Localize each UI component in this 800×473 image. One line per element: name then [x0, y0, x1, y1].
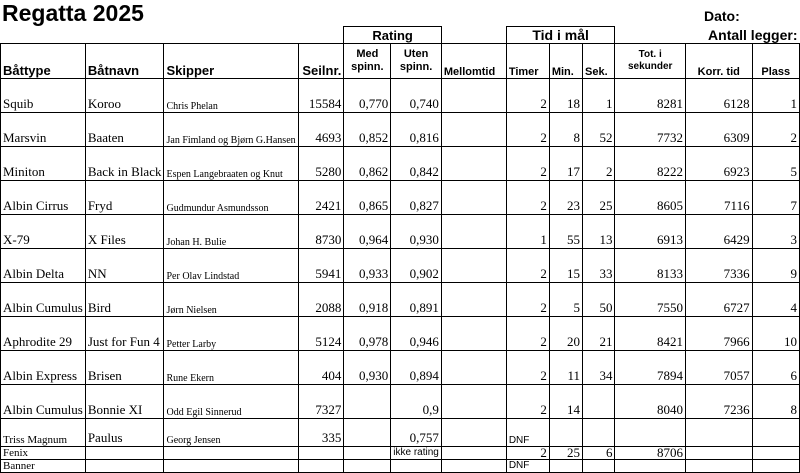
cell-mellom — [441, 146, 506, 180]
cell-seilnr: 404 — [298, 350, 344, 384]
cell-sek: 1 — [583, 78, 615, 112]
cell-batnavn: Paulus — [85, 418, 164, 446]
cell-battype: Albin Cumulus — [1, 282, 86, 316]
cell-sek: 34 — [583, 350, 615, 384]
cell-mellom — [441, 384, 506, 418]
cell-sek: 52 — [583, 112, 615, 146]
cell-batnavn: Bird — [85, 282, 164, 316]
cell-battype: Albin Cirrus — [1, 180, 86, 214]
cell-korr: 7116 — [685, 180, 752, 214]
cell-plass — [752, 459, 799, 472]
col-header-mellomtid: Mellomtid — [441, 43, 506, 78]
cell-korr: 7236 — [685, 384, 752, 418]
cell-uten: 0,946 — [391, 316, 442, 350]
cell-mellom — [441, 112, 506, 146]
cell-skipper: Johan H. Bulie — [164, 214, 298, 248]
cell-skipper: Per Olav Lindstad — [164, 248, 298, 282]
cell-timer: 2 — [506, 180, 549, 214]
tid-group-header: Tid i mål — [506, 26, 615, 43]
cell-tot: 8040 — [615, 384, 685, 418]
cell-skipper: Jan Fimland og Bjørn G.Hansen — [164, 112, 298, 146]
cell-plass: 8 — [752, 384, 799, 418]
cell-mellom — [441, 459, 506, 472]
cell-sek: 25 — [583, 180, 615, 214]
cell-min: 17 — [549, 146, 582, 180]
cell-batnavn: Back in Black — [85, 146, 164, 180]
cell-mellom — [441, 316, 506, 350]
cell-plass: 5 — [752, 146, 799, 180]
cell-tot: 8222 — [615, 146, 685, 180]
cell-skipper: Rune Ekern — [164, 350, 298, 384]
cell-korr: 7057 — [685, 350, 752, 384]
col-header-tot-sek: Tot. i sekunder — [615, 43, 685, 78]
cell-plass: 1 — [752, 78, 799, 112]
cell-med: 0,770 — [344, 78, 391, 112]
cell-plass: 7 — [752, 180, 799, 214]
cell-uten — [391, 459, 442, 472]
col-header-sek: Sek. — [583, 43, 615, 78]
col-header-plass: Plass — [752, 43, 799, 78]
cell-uten: 0,891 — [391, 282, 442, 316]
cell-min: 55 — [549, 214, 582, 248]
cell-skipper: Odd Egil Sinnerud — [164, 384, 298, 418]
cell-tot: 8605 — [615, 180, 685, 214]
cell-battype: Albin Cumulus — [1, 384, 86, 418]
cell-timer: 2 — [506, 78, 549, 112]
cell-tot: 7894 — [615, 350, 685, 384]
cell-med: 0,918 — [344, 282, 391, 316]
cell-min: 11 — [549, 350, 582, 384]
cell-korr — [685, 446, 752, 459]
cell-skipper: Espen Langebraaten og Knut — [164, 146, 298, 180]
cell-sek — [583, 384, 615, 418]
col-header-med-spinn: Med spinn. — [344, 43, 391, 78]
cell-plass — [752, 446, 799, 459]
cell-med: 0,933 — [344, 248, 391, 282]
cell-med: 0,930 — [344, 350, 391, 384]
cell-seilnr: 4693 — [298, 112, 344, 146]
cell-med — [344, 384, 391, 418]
cell-tot: 8133 — [615, 248, 685, 282]
cell-timer: 2 — [506, 350, 549, 384]
cell-timer: 2 — [506, 384, 549, 418]
cell-mellom — [441, 180, 506, 214]
table-row — [1, 112, 800, 146]
col-header-batnavn: Båtnavn — [85, 43, 164, 78]
cell-seilnr: 5280 — [298, 146, 344, 180]
cell-batnavn: Koroo — [85, 78, 164, 112]
cell-tot: 7732 — [615, 112, 685, 146]
cell-mellom — [441, 78, 506, 112]
cell-batnavn: Brisen — [85, 350, 164, 384]
cell-plass: 9 — [752, 248, 799, 282]
cell-timer: DNF — [506, 459, 549, 472]
cell-battype: Albin Delta — [1, 248, 86, 282]
cell-med: 0,964 — [344, 214, 391, 248]
cell-min: 15 — [549, 248, 582, 282]
cell-plass: 3 — [752, 214, 799, 248]
cell-timer: 2 — [506, 282, 549, 316]
cell-mellom — [441, 350, 506, 384]
cell-uten: 0,930 — [391, 214, 442, 248]
cell-korr: 6128 — [685, 78, 752, 112]
cell-batnavn: Baaten — [85, 112, 164, 146]
cell-seilnr: 5941 — [298, 248, 344, 282]
cell-batnavn — [85, 459, 164, 472]
cell-batnavn: Fryd — [85, 180, 164, 214]
cell-korr: 6309 — [685, 112, 752, 146]
cell-sek: 2 — [583, 146, 615, 180]
cell-plass: 10 — [752, 316, 799, 350]
dato-label: Dato: — [704, 8, 740, 24]
cell-seilnr — [298, 459, 344, 472]
cell-korr: 6727 — [685, 282, 752, 316]
cell-min: 14 — [549, 384, 582, 418]
cell-batnavn: Bonnie XI — [85, 384, 164, 418]
cell-tot: 6913 — [615, 214, 685, 248]
cell-skipper: Gudmundur Asmundsson — [164, 180, 298, 214]
cell-seilnr — [298, 446, 344, 459]
cell-med: 0,865 — [344, 180, 391, 214]
cell-battype: Fenix — [1, 446, 86, 459]
cell-seilnr: 2088 — [298, 282, 344, 316]
cell-plass: 2 — [752, 112, 799, 146]
cell-plass: 4 — [752, 282, 799, 316]
cell-uten: 0,816 — [391, 112, 442, 146]
cell-min: 25 — [549, 446, 582, 459]
cell-mellom — [441, 248, 506, 282]
cell-korr: 7966 — [685, 316, 752, 350]
antall-legger-label: Antall legger: — [708, 26, 798, 43]
cell-timer: 1 — [506, 214, 549, 248]
cell-skipper: Jørn Nielsen — [164, 282, 298, 316]
cell-min: 5 — [549, 282, 582, 316]
table-row — [1, 214, 800, 248]
cell-seilnr: 15584 — [298, 78, 344, 112]
cell-med — [344, 446, 391, 459]
table-row — [1, 180, 800, 214]
cell-tot: 8421 — [615, 316, 685, 350]
cell-seilnr: 7327 — [298, 384, 344, 418]
cell-korr — [685, 459, 752, 472]
col-header-battype: Båttype — [1, 43, 86, 78]
cell-min: 23 — [549, 180, 582, 214]
cell-timer: 2 — [506, 146, 549, 180]
col-header-uten-spinn: Uten spinn. — [391, 43, 442, 78]
cell-uten: 0,902 — [391, 248, 442, 282]
cell-battype: Squib — [1, 78, 86, 112]
cell-min: 8 — [549, 112, 582, 146]
cell-skipper: Chris Phelan — [164, 78, 298, 112]
cell-korr: 6923 — [685, 146, 752, 180]
col-header-min: Min. — [549, 43, 582, 78]
cell-mellom — [441, 446, 506, 459]
cell-battype: Miniton — [1, 146, 86, 180]
sheet-title: Regatta 2025 — [2, 0, 144, 26]
col-header-skipper: Skipper — [164, 43, 298, 78]
cell-sek: 21 — [583, 316, 615, 350]
cell-sek: 6 — [583, 446, 615, 459]
cell-korr: 7336 — [685, 248, 752, 282]
cell-timer: 2 — [506, 446, 549, 459]
col-header-timer: Timer — [506, 43, 549, 78]
cell-min: 20 — [549, 316, 582, 350]
cell-sek: 13 — [583, 214, 615, 248]
cell-med: 0,862 — [344, 146, 391, 180]
cell-plass: 6 — [752, 350, 799, 384]
rating-group-header: Rating — [344, 26, 441, 43]
cell-uten: 0,827 — [391, 180, 442, 214]
cell-med — [344, 459, 391, 472]
cell-timer: 2 — [506, 112, 549, 146]
cell-tot — [615, 459, 685, 472]
cell-uten: 0,740 — [391, 78, 442, 112]
cell-seilnr: 2421 — [298, 180, 344, 214]
table-row — [1, 459, 800, 472]
cell-seilnr: 335 — [298, 418, 344, 446]
cell-skipper: Georg Jensen — [164, 418, 298, 446]
cell-batnavn: NN — [85, 248, 164, 282]
cell-uten: 0,842 — [391, 146, 442, 180]
cell-uten: 0,9 — [391, 384, 442, 418]
cell-battype: Banner — [1, 459, 86, 472]
cell-med: 0,852 — [344, 112, 391, 146]
cell-min — [549, 459, 582, 472]
cell-sek — [583, 459, 615, 472]
cell-mellom — [441, 282, 506, 316]
table-row — [1, 350, 800, 384]
cell-battype: Albin Express — [1, 350, 86, 384]
cell-skipper: Petter Larby — [164, 316, 298, 350]
cell-sek: 33 — [583, 248, 615, 282]
table-row — [1, 446, 800, 459]
cell-tot: 8706 — [615, 446, 685, 459]
cell-battype: X-79 — [1, 214, 86, 248]
cell-seilnr: 5124 — [298, 316, 344, 350]
cell-battype: Triss Magnum — [1, 418, 86, 446]
cell-timer: 2 — [506, 248, 549, 282]
cell-timer: 2 — [506, 316, 549, 350]
cell-uten: 0,757 — [391, 418, 442, 446]
table-row — [1, 248, 800, 282]
cell-batnavn: X Files — [85, 214, 164, 248]
table-row — [1, 384, 800, 418]
cell-skipper — [164, 459, 298, 472]
cell-mellom — [441, 214, 506, 248]
cell-med: 0,978 — [344, 316, 391, 350]
cell-korr: 6429 — [685, 214, 752, 248]
col-header-korr-tid: Korr. tid — [685, 43, 752, 78]
cell-seilnr: 8730 — [298, 214, 344, 248]
table-row — [1, 316, 800, 350]
col-header-seilnr: Seilnr. — [298, 43, 344, 78]
table-row — [1, 146, 800, 180]
cell-battype: Marsvin — [1, 112, 86, 146]
cell-batnavn — [85, 446, 164, 459]
cell-timer: DNF — [506, 418, 549, 446]
cell-battype: Aphrodite 29 — [1, 316, 86, 350]
cell-uten: 0,894 — [391, 350, 442, 384]
cell-sek: 50 — [583, 282, 615, 316]
table-row — [1, 282, 800, 316]
cell-min: 18 — [549, 78, 582, 112]
cell-tot: 7550 — [615, 282, 685, 316]
cell-tot: 8281 — [615, 78, 685, 112]
cell-uten: ikke rating — [391, 446, 442, 459]
cell-skipper — [164, 446, 298, 459]
cell-batnavn: Just for Fun 4 — [85, 316, 164, 350]
table-row — [1, 78, 800, 112]
